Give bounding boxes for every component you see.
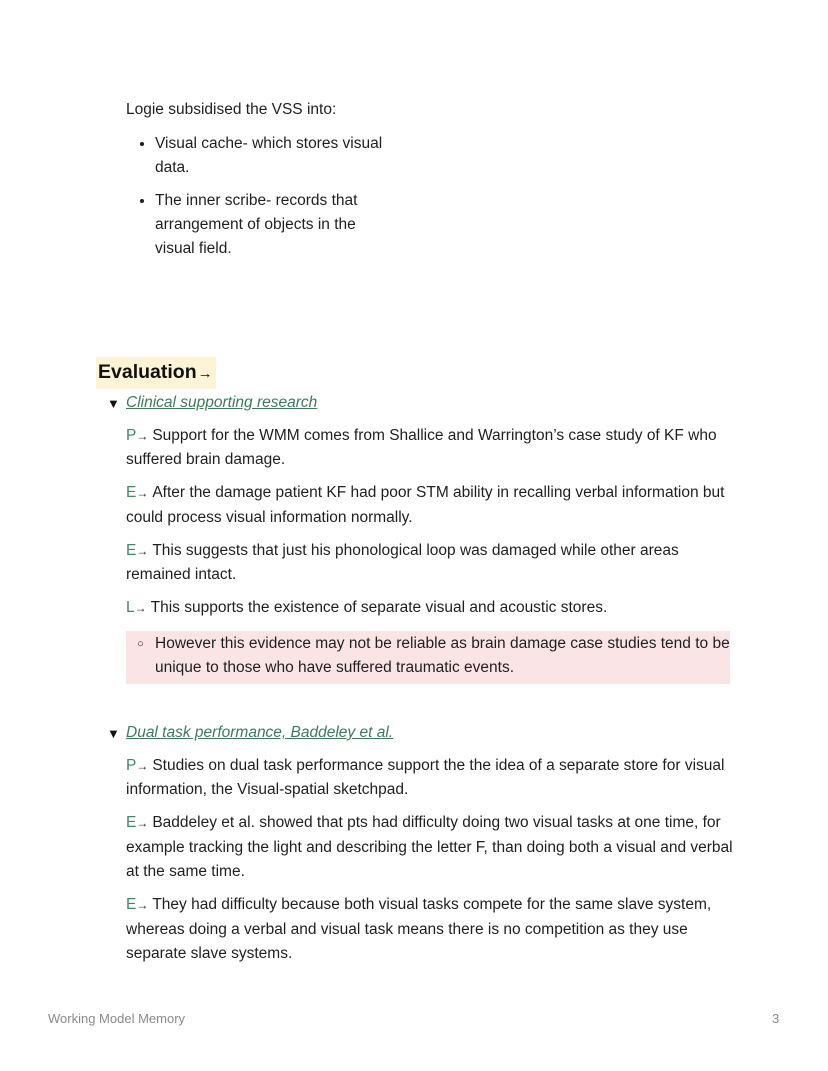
footer-document-title: Working Model Memory xyxy=(48,1011,186,1026)
paragraph-text: Studies on dual task performance support the the idea of a separate store for visual information, the Visual-spatial sketchpad. xyxy=(126,756,725,798)
pell-letter: P xyxy=(126,756,137,774)
evaluation-heading xyxy=(96,357,216,389)
pell-letter: E xyxy=(126,541,137,559)
pell-letter: E xyxy=(126,814,137,831)
intro-lead: Logie subsidised the VSS into: xyxy=(126,101,337,118)
paragraph-text: Baddeley et al. showed that pts had difficulty doing two visual tasks at one time, for example tracking the light and describing the letter F, than doing both a visual and verbal at the same time. xyxy=(126,814,733,880)
arrow-icon: → xyxy=(136,428,149,443)
pell-letter: E xyxy=(126,896,137,913)
pell-paragraph xyxy=(126,811,736,885)
hollow-bullet-icon: ○ xyxy=(137,637,144,650)
toggle-triangle-icon[interactable]: ▼ xyxy=(107,395,120,411)
arrow-icon: → xyxy=(136,898,149,912)
pell-letter: L xyxy=(126,599,135,616)
toggle-triangle-icon[interactable]: ▼ xyxy=(107,725,120,741)
pell-letter: P xyxy=(126,426,137,444)
intro-bullet: • The inner scribe- records that arrangement of objects in the visual field. xyxy=(155,189,386,261)
arrow-icon: → xyxy=(197,365,213,382)
paragraph-text: They had difficulty because both visual tasks compete for the same slave system, whereas doing a verbal and visual task means there is no competition as they use separate slave systems. xyxy=(126,896,712,962)
pell-paragraph xyxy=(126,424,736,473)
pell-letter: E xyxy=(126,484,137,501)
limitation-callout xyxy=(126,631,730,684)
toggle-title-link[interactable]: Clinical supporting research xyxy=(126,394,318,411)
paragraph-text: After the damage patient KF had poor STM ability in recalling verbal information but could process visual information normally. xyxy=(126,484,725,526)
paragraph-text: This suggests that just his phonological loop was damaged while other areas remained intact. xyxy=(126,541,679,583)
arrow-icon: → xyxy=(136,486,149,500)
pell-paragraph xyxy=(126,481,736,530)
intro-bullet: • Visual cache- which stores visual data. xyxy=(155,132,386,180)
intro-bullet-list xyxy=(126,132,386,261)
intro-block xyxy=(126,98,386,270)
arrow-icon: → xyxy=(136,816,149,830)
toggle-clinical-research xyxy=(107,391,747,684)
arrow-icon: → xyxy=(134,601,147,615)
pell-paragraph xyxy=(126,539,736,588)
toggle-dual-task xyxy=(107,721,747,967)
toggle-title-link[interactable]: Dual task performance, Baddeley et al. xyxy=(126,724,394,741)
callout-text: However this evidence may not be reliable as brain damage case studies tend to be unique to those who have suffered traumatic events. xyxy=(155,634,730,676)
pell-paragraph xyxy=(126,596,736,621)
toggle-header[interactable] xyxy=(107,721,747,745)
toggle-header[interactable] xyxy=(107,391,747,415)
paragraph-text: This supports the existence of separate visual and acoustic stores. xyxy=(150,599,608,616)
evaluation-heading-text: Evaluation xyxy=(98,361,197,383)
paragraph-text: Support for the WMM comes from Shallice and Warrington’s case study of KF who suffered brain damage. xyxy=(126,426,717,468)
pell-paragraph xyxy=(126,893,736,967)
pell-paragraph xyxy=(126,754,736,803)
footer-page-number: 3 xyxy=(772,1011,780,1026)
arrow-icon: → xyxy=(136,758,149,773)
arrow-icon: → xyxy=(136,543,149,558)
